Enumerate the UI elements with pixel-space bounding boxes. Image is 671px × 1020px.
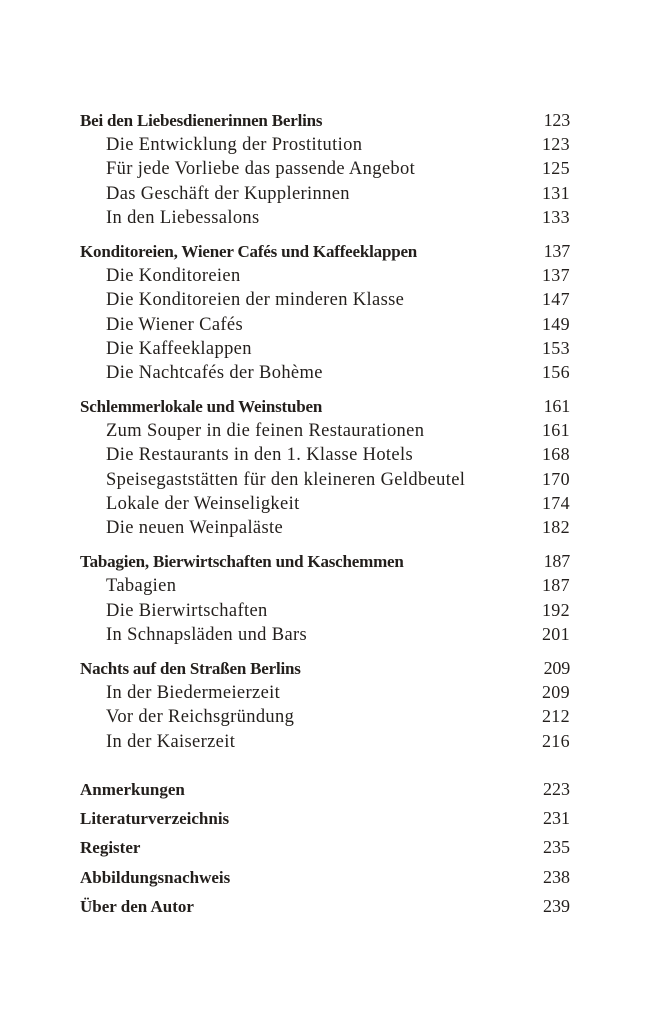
- entry-title: Für jede Vorliebe das passende Angebot: [106, 159, 416, 180]
- toc-entry: [80, 205, 570, 229]
- page-number: 174: [541, 492, 570, 513]
- page-number: 137: [543, 240, 570, 261]
- backmatter-list: [80, 775, 570, 922]
- toc-section: [80, 108, 570, 229]
- entry-title: In der Biedermeierzeit: [106, 683, 281, 704]
- toc-section: [80, 656, 570, 753]
- entry-title: Register: [80, 838, 141, 858]
- toc-entry: [80, 729, 570, 753]
- table-of-contents: [80, 108, 570, 922]
- chapter-heading: [80, 549, 570, 573]
- chapter-title: Tabagien, Bierwirtschaften und Kaschemmen: [80, 552, 404, 572]
- page-number: 156: [541, 361, 570, 382]
- page-number: 231: [543, 808, 570, 829]
- entry-title: Die Nachtcafés der Bohème: [106, 362, 323, 383]
- entry-title: Literaturverzeichnis: [80, 809, 230, 829]
- chapter-title: Schlemmerlokale und Weinstuben: [80, 397, 323, 417]
- backmatter-entry: [80, 863, 570, 892]
- page-number: 161: [543, 396, 570, 417]
- entry-title: Abbildungsnachweis: [80, 867, 231, 887]
- page-number: 212: [541, 706, 570, 727]
- entry-title: Vor der Reichsgründung: [106, 707, 295, 728]
- toc-entry: [80, 312, 570, 336]
- entry-title: Tabagien: [106, 576, 177, 597]
- toc-section: [80, 549, 570, 646]
- page-number: 133: [541, 206, 570, 227]
- entry-title: Die Entwicklung der Prostitution: [106, 135, 363, 156]
- toc-entry: [80, 263, 570, 287]
- page-number: 153: [541, 337, 570, 358]
- entry-title: Die Kaffeeklappen: [106, 338, 252, 359]
- toc-entry: [80, 622, 570, 646]
- toc-entry: [80, 442, 570, 466]
- chapter-title: Konditoreien, Wiener Cafés und Kaffeeklappen: [80, 241, 418, 261]
- entry-title: Die Konditoreien: [106, 266, 241, 287]
- entry-title: Die Konditoreien der minderen Klasse: [106, 290, 405, 311]
- toc-entry: [80, 467, 570, 491]
- toc-entry: [80, 156, 570, 180]
- entry-title: Speisegaststätten für den kleineren Geldbeutel: [106, 469, 466, 490]
- toc-entry: [80, 287, 570, 311]
- page-number: 182: [541, 517, 570, 537]
- entry-title: In den Liebessalons: [106, 207, 260, 228]
- entry-title: Über den Autor: [80, 897, 194, 917]
- page-number: 209: [541, 682, 570, 703]
- page-number: 216: [541, 730, 570, 751]
- page-number: 187: [543, 551, 570, 572]
- entry-title: Die neuen Weinpaläste: [106, 518, 284, 538]
- backmatter-entry: [80, 775, 570, 804]
- entry-title: Lokale der Weinseligkeit: [106, 493, 300, 514]
- chapter-heading: [80, 656, 570, 680]
- chapter-heading: [80, 239, 570, 263]
- page-number: 161: [541, 420, 570, 441]
- toc-section: [80, 394, 570, 539]
- entry-title: Das Geschäft der Kupplerinnen: [106, 183, 350, 204]
- toc-entry: [80, 680, 570, 704]
- page-number: 168: [541, 444, 570, 465]
- entry-title: Zum Souper in die feinen Restaurationen: [106, 421, 425, 442]
- chapter-heading: [80, 394, 570, 418]
- page-number: 238: [543, 866, 570, 887]
- toc-entry: [80, 704, 570, 728]
- page-number: 131: [541, 182, 570, 203]
- page-number: 192: [541, 599, 570, 620]
- entry-title: Die Bierwirtschaften: [106, 600, 268, 621]
- page-number: 187: [541, 575, 570, 596]
- chapter-title: Bei den Liebesdienerinnen Berlins: [80, 111, 323, 130]
- page-number: 235: [543, 837, 570, 858]
- entry-title: Die Wiener Cafés: [106, 314, 244, 335]
- toc-entry: [80, 515, 570, 539]
- page-number: 137: [541, 265, 570, 286]
- page-number: 147: [541, 289, 570, 310]
- toc-entry: [80, 132, 570, 156]
- page-number: 125: [541, 158, 570, 179]
- toc-entry: [80, 573, 570, 597]
- page-number: 201: [541, 623, 570, 644]
- backmatter-entry: [80, 833, 570, 862]
- toc-entry: [80, 418, 570, 442]
- page-number: 239: [543, 896, 570, 917]
- page-number: 223: [543, 778, 570, 799]
- page-number: 170: [541, 468, 570, 489]
- chapter-heading: [80, 108, 570, 132]
- toc-section: [80, 239, 570, 384]
- toc-entry: [80, 336, 570, 360]
- page-number: 123: [541, 134, 570, 155]
- entry-title: Anmerkungen: [80, 779, 185, 799]
- backmatter-entry: [80, 892, 570, 921]
- backmatter-entry: [80, 804, 570, 833]
- toc-entry: [80, 360, 570, 384]
- entry-title: Die Restaurants in den 1. Klasse Hotels: [106, 445, 414, 466]
- entry-title: In Schnapsläden und Bars: [106, 624, 308, 645]
- toc-entry: [80, 491, 570, 515]
- page-number: 149: [541, 313, 570, 334]
- toc-entry: [80, 598, 570, 622]
- page-number: 209: [543, 657, 570, 678]
- toc-entry: [80, 181, 570, 205]
- entry-title: In der Kaiserzeit: [106, 731, 236, 752]
- page-number: 123: [543, 110, 570, 130]
- chapter-title: Nachts auf den Straßen Berlins: [80, 658, 301, 678]
